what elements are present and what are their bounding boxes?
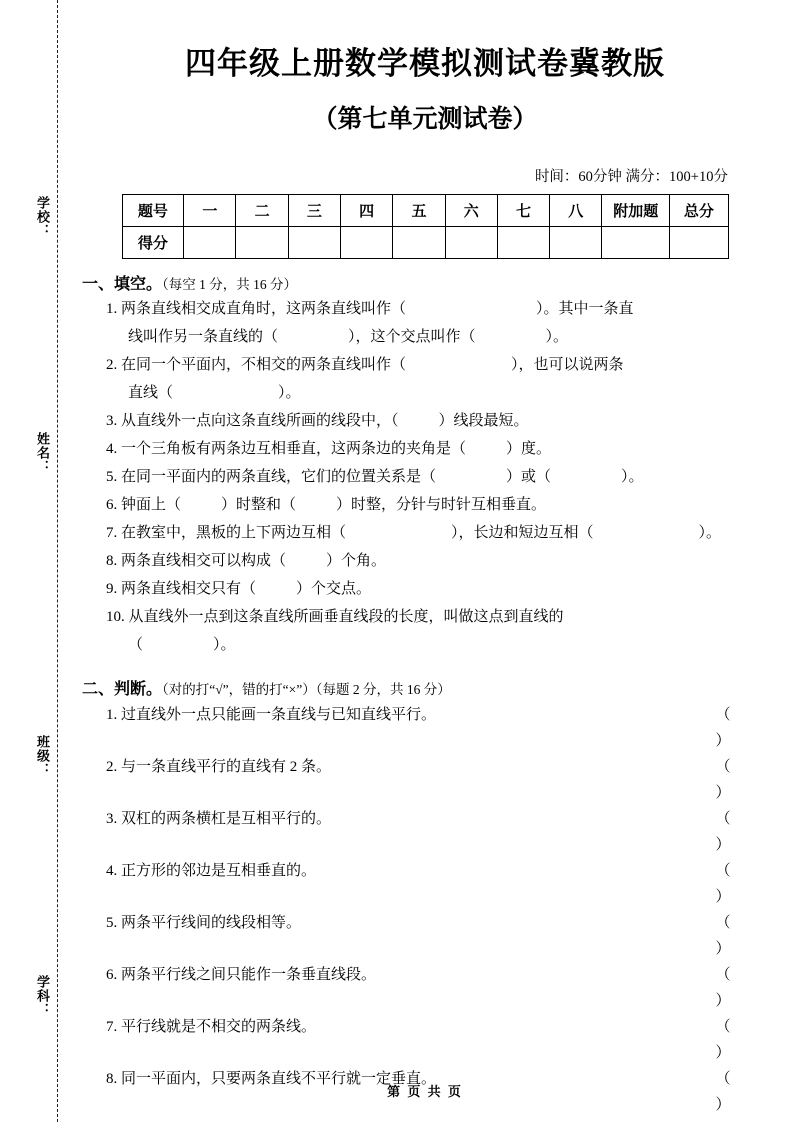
q1-1-part2: ）。其中一条直 — [536, 301, 634, 317]
score-cell-8[interactable] — [550, 227, 602, 259]
list-item — [106, 1014, 770, 1066]
section-1-heading — [82, 271, 770, 294]
question-1-1-cont — [128, 325, 770, 350]
q1-2-part2: ），也可以说两条 — [511, 357, 624, 373]
q1-10-part1: 10. 从直线外一点到这条直线所画垂直线段的长度，叫做这点到直线的 — [106, 609, 564, 625]
tf-item-3-answer[interactable]: （ ） — [715, 811, 753, 853]
list-item — [106, 806, 770, 858]
score-table — [122, 194, 729, 259]
question-1-3 — [106, 409, 770, 434]
side-label-class: 班级： — [35, 735, 50, 777]
score-table-col-6: 六 — [445, 195, 497, 227]
q1-6-part1: 6. 钟面上（ — [106, 497, 182, 513]
q1-6-part2: ）时整和（ — [221, 497, 297, 513]
section-1-title: 一、填空。 — [82, 276, 163, 293]
list-item — [106, 910, 770, 962]
q1-4-part1: 4. 一个三角板有两条边互相垂直，这两条边的夹角是（ — [106, 441, 467, 457]
question-1-6 — [106, 493, 770, 518]
q1-5-part3: ）。 — [621, 469, 644, 485]
tf-item-5-answer[interactable]: （ ） — [715, 915, 753, 957]
side-label-school: 学校： — [35, 196, 50, 238]
question-1-4 — [106, 437, 770, 462]
score-table-col-7: 七 — [497, 195, 549, 227]
tf-item-8-text: 8. 同一平面内，只要两条直线不平行就一定垂直。 — [106, 1071, 437, 1087]
section-1-points: （每空 1 分，共 16 分） — [162, 277, 298, 292]
q1-7-part3: ）。 — [698, 525, 722, 541]
section-2-title: 二、判断。 — [82, 681, 163, 698]
section-fill-in-blank — [80, 271, 770, 658]
score-cell-3[interactable] — [288, 227, 340, 259]
tf-item-2-answer[interactable]: （ ） — [715, 759, 753, 801]
score-table-col-3: 三 — [288, 195, 340, 227]
list-item — [106, 754, 770, 806]
score-table-col-5: 五 — [393, 195, 445, 227]
tf-item-1-text: 1. 过直线外一点只能画一条直线与已知直线平行。 — [106, 707, 437, 723]
q1-1-part5: ）。 — [545, 329, 569, 345]
question-1-8 — [106, 549, 770, 574]
question-1-2-cont — [128, 381, 770, 406]
question-1-5 — [106, 465, 770, 490]
section-2-points: （对的打“√”，错的打“×”）（每题 2 分，共 16 分） — [162, 682, 451, 697]
tf-item-4-answer[interactable]: （ ） — [715, 863, 753, 905]
question-1-7 — [106, 521, 770, 546]
score-cell-2[interactable] — [236, 227, 288, 259]
tf-item-7-answer[interactable]: （ ） — [715, 1019, 753, 1061]
tf-item-6-text: 6. 两条平行线之间只能作一条垂直线段。 — [106, 967, 377, 983]
section-2-heading — [82, 676, 770, 699]
tf-item-5-text: 5. 两条平行线间的线段相等。 — [106, 915, 302, 931]
score-cell-4[interactable] — [341, 227, 393, 259]
list-item — [106, 858, 770, 910]
q1-6-part3: ）时整，分针与时针互相垂直。 — [336, 497, 547, 513]
tf-item-8-answer[interactable]: （ ） — [715, 1071, 753, 1113]
q1-1-part4: ），这个交点叫作（ — [348, 329, 476, 345]
question-1-10 — [106, 605, 770, 630]
exam-page — [80, 0, 770, 1122]
score-table-col-extra: 附加题 — [602, 195, 670, 227]
q1-10-part3: ）。 — [213, 637, 236, 653]
question-1-2 — [106, 353, 770, 378]
q1-3-part2: ）线段最短。 — [438, 413, 529, 429]
question-1-1 — [106, 297, 770, 322]
table-row-header — [122, 195, 728, 227]
side-labels — [22, 0, 52, 1122]
score-table-label-qnum: 题号 — [122, 195, 184, 227]
side-label-subject: 学科： — [35, 975, 50, 1017]
list-item — [106, 702, 770, 754]
exam-meta: 时间：60分钟 满分：100+10分 — [534, 169, 728, 185]
score-cell-7[interactable] — [497, 227, 549, 259]
q1-9-part1: 9. 两条直线相交只有（ — [106, 581, 257, 597]
score-cell-total[interactable] — [670, 227, 728, 259]
question-1-9 — [106, 577, 770, 602]
q1-9-part2: ）个交点。 — [296, 581, 372, 597]
score-table-col-8: 八 — [550, 195, 602, 227]
score-cell-5[interactable] — [393, 227, 445, 259]
side-label-name: 姓名： — [35, 432, 50, 474]
score-cell-1[interactable] — [184, 227, 236, 259]
score-table-label-score: 得分 — [122, 227, 184, 259]
score-cell-extra[interactable] — [602, 227, 670, 259]
score-table-col-4: 四 — [341, 195, 393, 227]
tf-item-1-answer[interactable]: （ ） — [715, 707, 753, 749]
table-row-score — [122, 227, 728, 259]
tf-item-3-text: 3. 双杠的两条横杠是互相平行的。 — [106, 811, 332, 827]
q1-2-part1: 2. 在同一个平面内，不相交的两条直线叫作（ — [106, 357, 407, 373]
tf-item-4-text: 4. 正方形的邻边是互相垂直的。 — [106, 863, 317, 879]
q1-2-part4: ）。 — [278, 385, 301, 401]
score-table-col-2: 二 — [236, 195, 288, 227]
tf-item-6-answer[interactable]: （ ） — [715, 967, 753, 1009]
q1-7-part1: 7. 在教室中，黑板的上下两边互相（ — [106, 525, 347, 541]
q1-5-part2: ）或（ — [506, 469, 552, 485]
q1-10-part2: （ — [128, 637, 144, 653]
page-subtitle: （第七单元测试卷） — [312, 105, 538, 133]
section-true-false — [80, 676, 770, 1118]
score-cell-6[interactable] — [445, 227, 497, 259]
list-item — [106, 962, 770, 1014]
cut-line — [57, 0, 58, 1122]
q1-3-part1: 3. 从直线外一点向这条直线所画的线段中，（ — [106, 413, 399, 429]
score-table-col-1: 一 — [184, 195, 236, 227]
tf-item-2-text: 2. 与一条直线平行的直线有 2 条。 — [106, 759, 332, 775]
page-title: 四年级上册数学模拟测试卷冀教版 — [185, 46, 665, 81]
q1-7-part2: ），长边和短边互相（ — [451, 525, 594, 541]
q1-1-part1: 1. 两条直线相交成直角时，这两条直线叫作（ — [106, 301, 407, 317]
q1-4-part2: ）度。 — [506, 441, 552, 457]
page-footer: 第 页 共 页 — [387, 1084, 463, 1099]
q1-5-part1: 5. 在同一平面内的两条直线，它们的位置关系是（ — [106, 469, 437, 485]
question-1-10-cont — [128, 633, 770, 658]
q1-8-part1: 8. 两条直线相交可以构成（ — [106, 553, 287, 569]
q1-2-part3: 直线（ — [128, 385, 174, 401]
score-table-col-total: 总分 — [670, 195, 728, 227]
tf-item-7-text: 7. 平行线就是不相交的两条线。 — [106, 1019, 317, 1035]
q1-1-part3: 线叫作另一条直线的（ — [128, 329, 279, 345]
q1-8-part2: ）个角。 — [326, 553, 387, 569]
